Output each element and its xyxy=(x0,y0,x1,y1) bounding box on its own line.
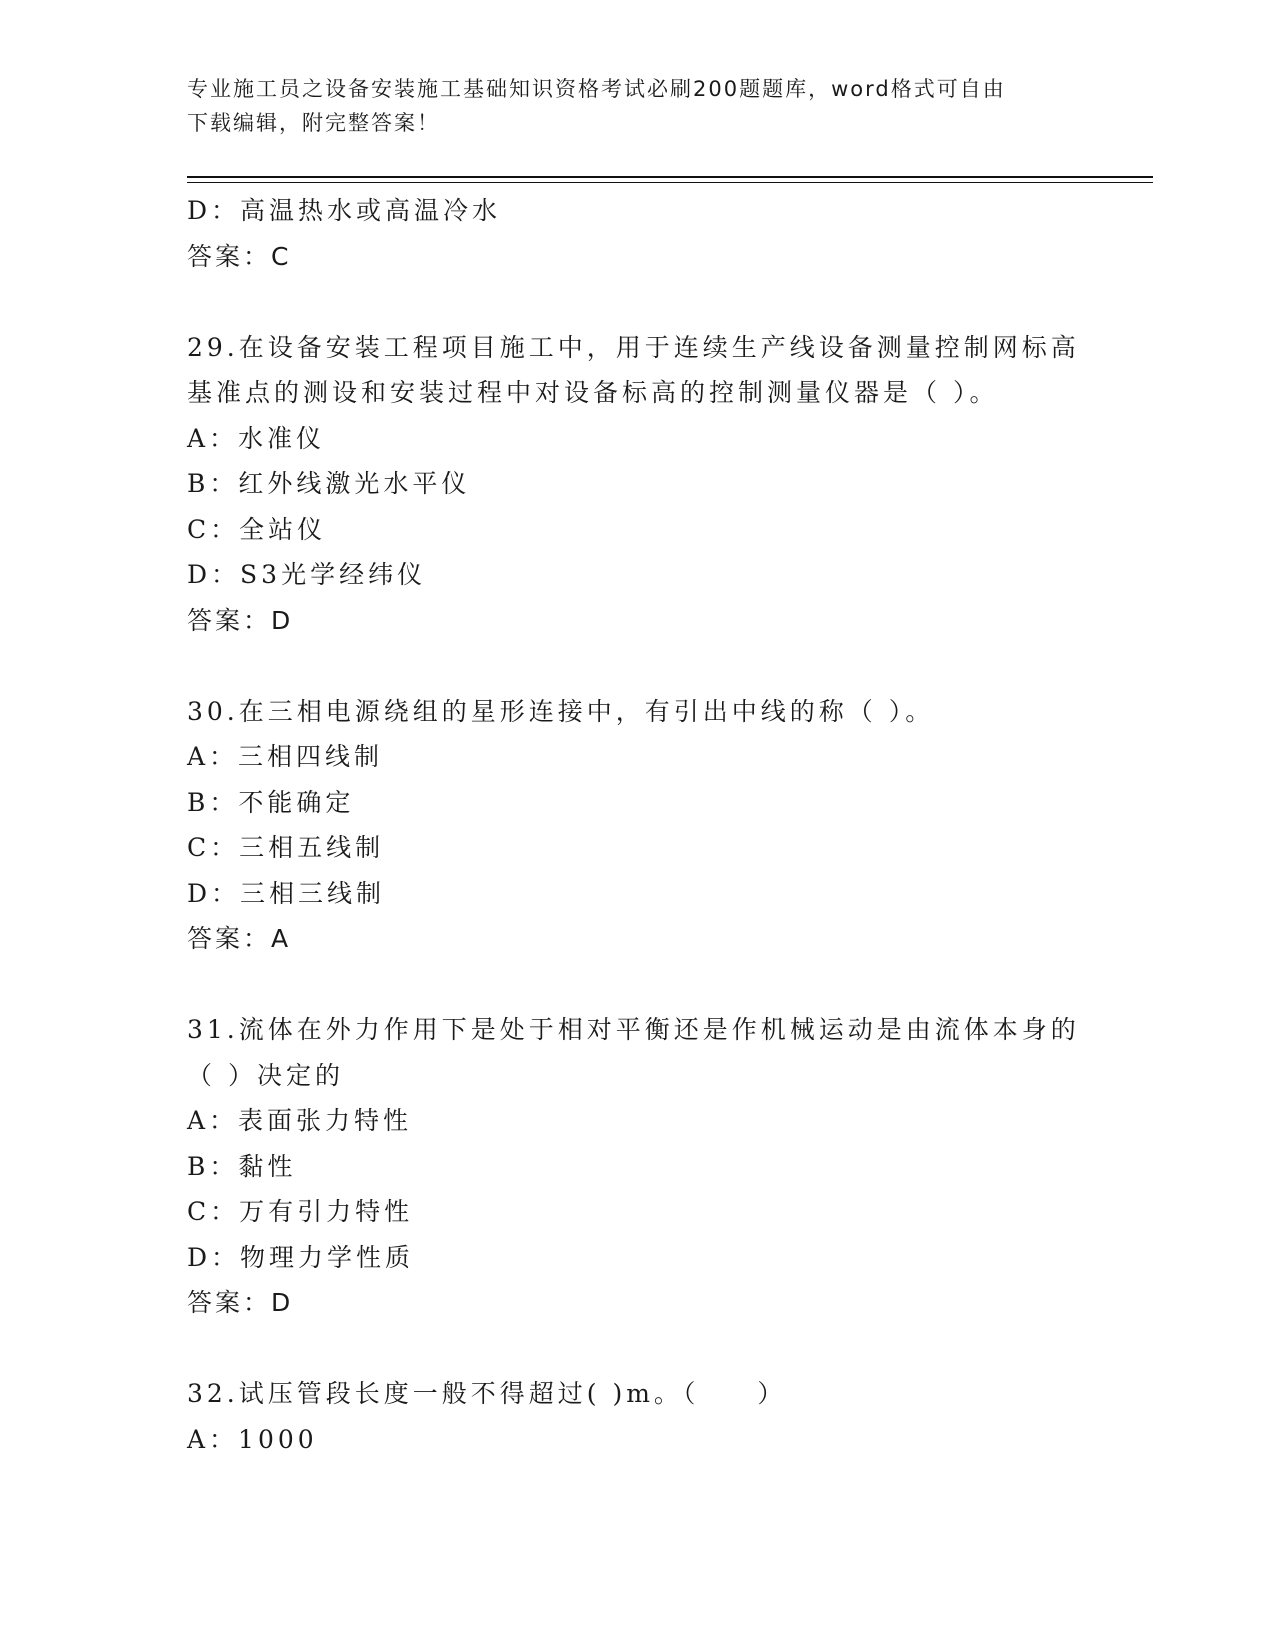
header-rule-thin xyxy=(187,182,1153,183)
question-content xyxy=(187,188,1087,1462)
answer: 答案：D xyxy=(187,1288,294,1317)
question-stem-line: 31.流体在外力作用下是处于相对平衡还是作机械运动是由流体本身的 xyxy=(187,1015,1080,1044)
question-stem-line: 30.在三相电源绕组的星形连接中，有引出中线的称（ ）。 xyxy=(187,696,935,726)
question-stem-line: 基准点的测设和安装过程中对设备标高的控制测量仪器是（ ）。 xyxy=(187,378,999,407)
option-a: A：水准仪 xyxy=(187,423,326,453)
question-32 xyxy=(187,1371,1087,1462)
spacer xyxy=(187,279,1087,325)
question-31 xyxy=(187,1007,1087,1326)
spacer xyxy=(187,1326,1087,1372)
option-b: B：红外线激光水平仪 xyxy=(187,469,471,498)
spacer xyxy=(187,962,1087,1008)
prev-option-d: D：高温热水或高温冷水 xyxy=(187,196,502,225)
prev-answer: 答案：C xyxy=(187,241,292,271)
option-a: A：1000 xyxy=(187,1424,318,1454)
question-29 xyxy=(187,325,1087,644)
page-header xyxy=(187,72,1067,140)
option-c: C：全站仪 xyxy=(187,514,327,544)
answer: 答案：D xyxy=(187,605,294,635)
option-d: D：物理力学性质 xyxy=(187,1242,415,1272)
header-line-2: 下载编辑，附完整答案！ xyxy=(187,111,440,135)
option-b: B：不能确定 xyxy=(187,787,355,817)
question-30 xyxy=(187,689,1087,962)
question-stem-line: （ ）决定的 xyxy=(187,1060,344,1090)
option-c: C：万有引力特性 xyxy=(187,1197,414,1226)
spacer xyxy=(187,643,1087,689)
option-a: A：表面张力特性 xyxy=(187,1106,413,1135)
option-a: A：三相四线制 xyxy=(187,742,384,771)
answer: 答案：A xyxy=(187,924,292,953)
option-d: D：三相三线制 xyxy=(187,878,386,908)
option-d: D：S3光学经纬仪 xyxy=(187,560,427,589)
header-line-1: 专业施工员之设备安装施工基础知识资格考试必刷200题题库，word格式可自由 xyxy=(187,77,1006,101)
option-b: B：黏性 xyxy=(187,1151,297,1181)
header-rule-thick xyxy=(187,176,1153,178)
question-stem-line: 29.在设备安装工程项目施工中，用于连续生产线设备测量控制网标高 xyxy=(187,332,1080,362)
question-stem-line: 32.试压管段长度一般不得超过( )m。（ ） xyxy=(187,1379,787,1408)
option-c: C：三相五线制 xyxy=(187,833,385,862)
